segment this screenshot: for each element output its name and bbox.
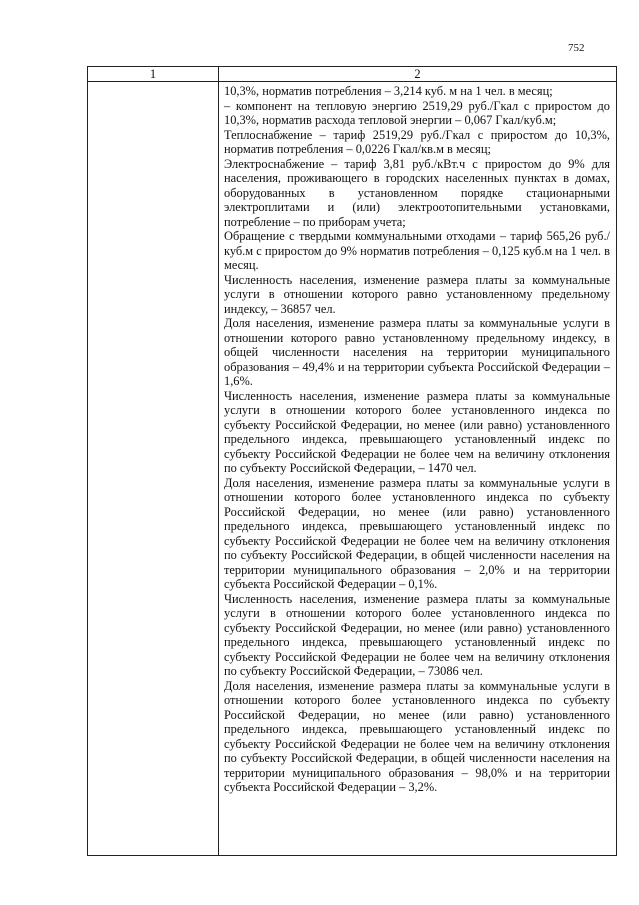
document-table	[87, 66, 617, 856]
column-header-1: 1	[88, 67, 219, 82]
table-header-row	[88, 67, 617, 82]
paragraph-2: – компонент на тепловую энергию 2519,29 руб./Гкал с приростом до 10,3%, норматив расхода тепловой энергии – 0,067 Гкал/куб.м;	[224, 98, 610, 127]
column-2-cell	[219, 82, 617, 856]
column-1-cell	[88, 82, 219, 856]
cell-text	[219, 82, 616, 795]
column-header-2: 2	[219, 67, 617, 82]
paragraph-6: Численность населения, изменение размера платы за коммунальные услуги в отношении которого равно установленному предельному индексу, – 36857 чел.	[224, 272, 610, 316]
paragraph-10: Численность населения, изменение размера платы за коммунальные услуги в отношении которого более установленного индекса по субъекту Российской Федерации, но менее (или равно) установленного предельного индекса, превышающего установленный индекс по субъекту Российской Федерации не более чем на величину отклонения по субъекту Российской Федерации, – 73086 чел.	[224, 591, 610, 678]
paragraph-3: Теплоснабжение – тариф 2519,29 руб./Гкал с приростом до 10,3%, норматив потребления – 0,0226 Гкал/кв.м в месяц;	[224, 127, 610, 156]
paragraph-11: Доля населения, изменение размера платы за коммунальные услуги в отношении которого более установленного индекса по субъекту Российской Федерации, но менее (или равно) установленного предельного индекса, превышающего установленный индекс по субъекту Российской Федерации не более чем на величину отклонения по субъекту Российской Федерации, в общей численности населения на территории муниципального образования – 98,0% и на территории субъекта Российской Федерации – 3,2%.	[224, 678, 610, 794]
paragraph-8: Численность населения, изменение размера платы за коммунальные услуги в отношении которого более установленного индекса по субъекту Российской Федерации, но менее (или равно) установленного предельного индекса, превышающего установленный индекс по субъекту Российской Федерации не более чем на величину отклонения по субъекту Российской Федерации, – 1470 чел.	[224, 388, 610, 475]
table-row	[88, 82, 617, 856]
paragraph-4: Электроснабжение – тариф 3,81 руб./кВт.ч с приростом до 9% для населения, проживающего в городских населенных пунктах в домах, оборудованных в установленном порядке стационарными электроплитами и (или) электроотопительными установками, потребление – по приборам учета;	[224, 156, 610, 229]
paragraph-9: Доля населения, изменение размера платы за коммунальные услуги в отношении которого более установленного индекса по субъекту Российской Федерации, но менее (или равно) установленного предельного индекса, превышающего установленный индекс по субъекту Российской Федерации не более чем на величину отклонения по субъекту Российской Федерации, в общей численности населения на территории муниципального образования – 2,0% и на территории субъекта Российской Федерации – 0,1%.	[224, 475, 610, 591]
paragraph-5: Обращение с твердыми коммунальными отходами – тариф 565,26 руб./куб.м с приростом до 9% норматив потребления – 0,125 куб.м на 1 чел. в месяц.	[224, 229, 610, 272]
paragraph-1: 10,3%, норматив потребления – 3,214 куб. м на 1 чел. в месяц;	[224, 84, 553, 98]
page-number: 752	[568, 42, 585, 54]
paragraph-7: Доля населения, изменение размера платы за коммунальные услуги в отношении которого равно установленному предельному индексу, в общей численности населения на территории муниципального образования – 49,4% и на территории субъекта Российской Федерации – 1,6%.	[224, 316, 610, 388]
